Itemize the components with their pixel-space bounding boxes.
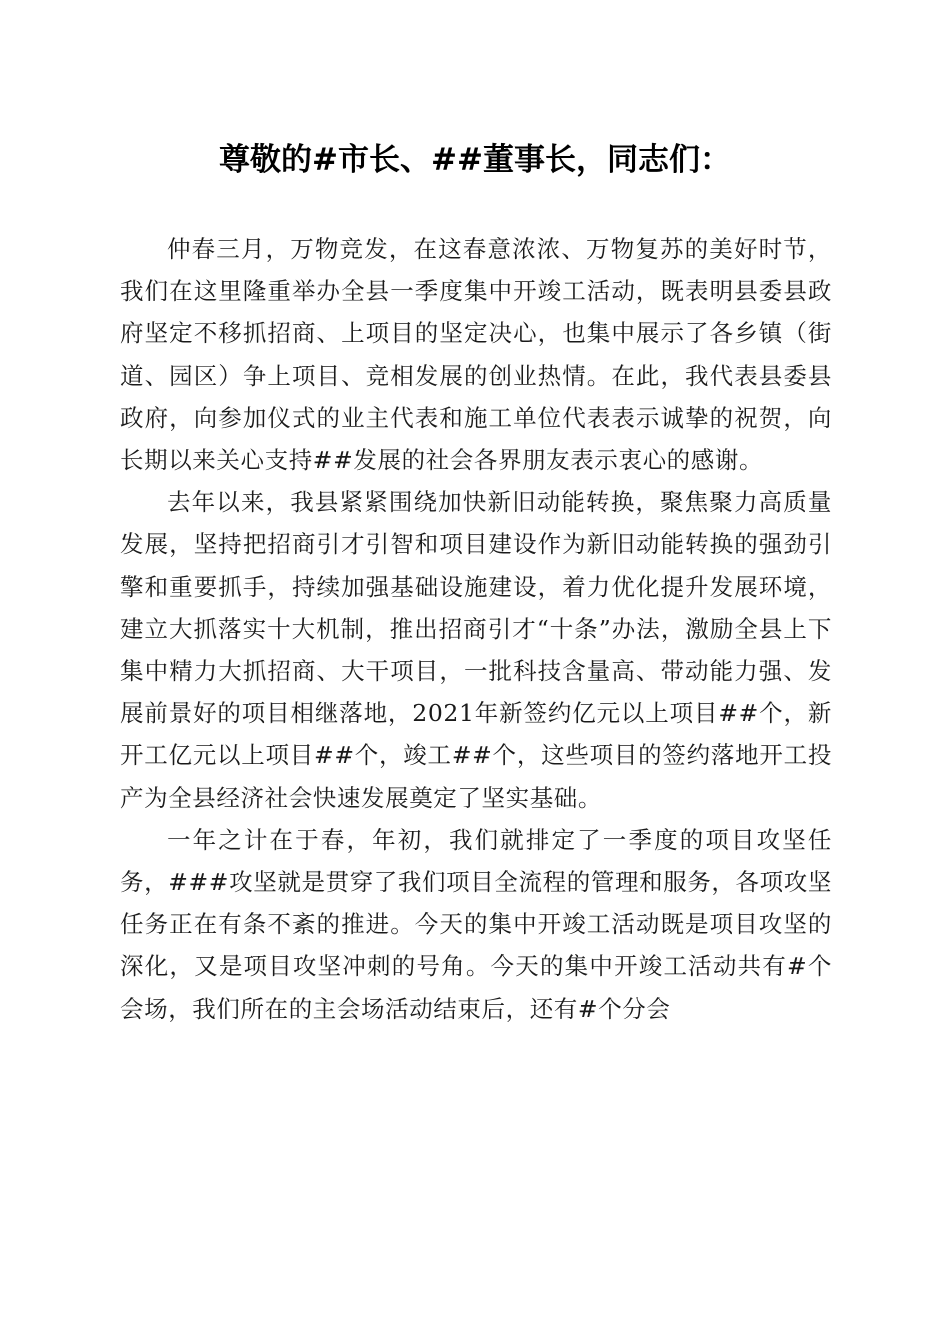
paragraph-review: 去年以来，我县紧紧围绕加快新旧动能转换，聚焦聚力高质量发展，坚持把招商引才引智和项目建设作为新旧动能转换的强劲引擎和重要抓手，持续加强基础设施建设，着力优化提升发展环境，建立大抓落实十大机制，推出招商引才“十条”办法，激励全县上下集中精力大抓招商、大干项目，一批科技含量高、带动能力强、发展前景好的项目相继落地，2021年新签约亿元以上项目##个，新开工亿元以上项目##个，竣工##个，这些项目的签约落地开工投产为全县经济社会快速发展奠定了坚实基础。	[120, 488, 832, 812]
paragraph-opening: 仲春三月，万物竞发，在这春意浓浓、万物复苏的美好时节，我们在这里隆重举办全县一季度集中开竣工活动，既表明县委县政府坚定不移抓招商、上项目的坚定决心，也集中展示了各乡镇（街道、园区）争上项目、竞相发展的创业热情。在此，我代表县委县政府，向参加仪式的业主代表和施工单位代表表示诚挚的祝贺，向长期以来关心支持##发展的社会各界朋友表示衷心的感谢。	[120, 235, 832, 475]
speech-body	[120, 228, 832, 1030]
paragraph-plan: 一年之计在于春，年初，我们就排定了一季度的项目攻坚任务，###攻坚就是贯穿了我们项目全流程的管理和服务，各项攻坚任务正在有条不紊的推进。今天的集中开竣工活动既是项目攻坚的深化，又是项目攻坚冲刺的号角。今天的集中开竣工活动共有#个会场，我们所在的主会场活动结束后，还有#个分会	[120, 825, 832, 1023]
speech-salutation-title: 尊敬的#市长、##董事长，同志们：	[219, 142, 731, 178]
